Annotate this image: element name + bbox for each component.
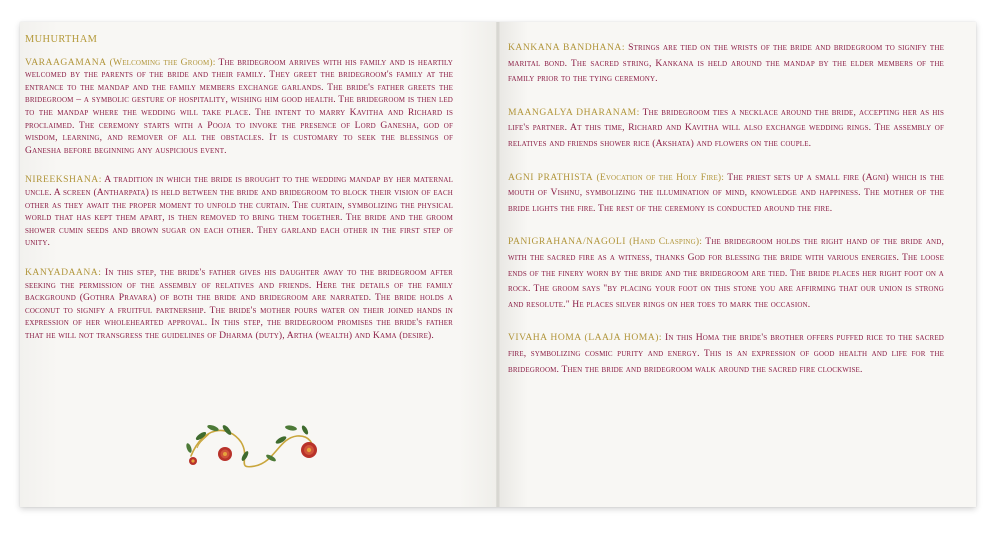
section-text: The bridegroom holds the right hand of the bride and, with the sacred fire as a witness, thanks God for blessing the bride with various energies. The loose ends of the finery worn by the bride and the bridegroom are tied. The bride places her right foot on a rock. The groom says "by placing your foot on this stone you are affirming that our union is strong and resolute." He places silver rings on her toes to mark the occasion. xyxy=(508,236,944,310)
section-text: Strings are tied on the wrists of the bride and bridegroom to signify the marital bond. The sacred string, Kankana is held around the mandap by the elder members of the family prior to the tying ceremony. xyxy=(508,42,944,85)
section-subtitle: (Hand Clasping): xyxy=(625,236,703,248)
section-text: The bridegroom arrives with his family and is heartily welcomed by the parents of the bride and their family. They greet the bridegroom's family at the entrance to the mandap and the family members exchange garlands. The bride's father greets the bridegroom – a symbolic gesture of hospitality, wishing him good health. The bridegroom is then led to the mandap where the wedding will take place. The intent to marry Kavitha and Richard is proclaimed. The ceremony starts with a Pooja to invoke the presence of Lord Ganesha, god of wisdom, learning, and remover of all the obstacles. It is customary to seek the blessings of Ganesha before beginning any auspicious event. xyxy=(25,56,453,156)
section-maangalya-dharanam xyxy=(508,105,944,152)
page-heading: MUHURTHAM xyxy=(25,34,98,45)
section-term: PANIGRAHANA/NAGOLI xyxy=(508,236,626,248)
section-term: KANKANA BANDHANA: xyxy=(508,42,626,53)
section-term: MAANGALYA DHARANAM: xyxy=(508,106,640,118)
section-vivaha-homa xyxy=(508,330,944,377)
section-text: In this step, the bride's father gives his daughter away to the bridegroom after seeking the permission of the assembly of relatives and friends. Here the details of the family background (Gothra Pravara) of both the bride and bridegroom are narrated. The bride holds a coconut to signify a fruitful partnership. The bride's mother pours water on their joined hands in expression of her wholehearted approval. In this step, the bridegroom promises the bride's father that he will not transgress the guidelines of Dharma (duty), Artha (wealth) and Kama (desire). xyxy=(25,266,453,341)
flower-icon xyxy=(301,442,317,458)
section-text: A tradition in which the bride is brought to the wedding mandap by her maternal uncle. A screen (Antharpata) is held between the bride and bridegroom to block their vision of each other as they await the proper moment to unfold the curtain. The curtain, symbolizing the physical world that has kept them apart, is then removed to bring them together. The bride and the groom shower cumin seeds and brown sugar on each other. They garland each other in the first step of unity. xyxy=(25,174,453,249)
section-kanyadaana xyxy=(25,267,453,343)
section-text: The bridegroom ties a necklace around the bride, accepting her as his life's partner. At this time, Richard and Kavitha will also exchange wedding rings. The assembly of relatives and friends shower rice (Akshata) and flowers on the couple. xyxy=(508,106,944,149)
section-panigrahana xyxy=(508,234,944,312)
page-fold xyxy=(496,22,500,507)
bud-icon xyxy=(189,457,197,465)
section-subtitle: (Welcoming the Groom): xyxy=(109,56,216,68)
section-varaagamana xyxy=(25,57,453,158)
section-nireekshana xyxy=(25,174,453,250)
section-agni-prathista xyxy=(508,170,944,217)
left-column xyxy=(25,34,453,359)
section-term: AGNI PRATHISTA xyxy=(508,171,594,183)
floral-vine-icon xyxy=(183,416,323,472)
section-term: VIVAHA HOMA (LAAJA HOMA): xyxy=(508,332,663,344)
section-term: KANYADAANA: xyxy=(25,266,102,278)
section-term: VARAAGAMANA xyxy=(25,56,107,68)
section-term: NIREEKSHANA: xyxy=(25,174,102,186)
flower-icon xyxy=(218,447,232,461)
section-subtitle: (Evocation of the Holy Fire): xyxy=(593,171,725,183)
section-text: The priest sets up a small fire (Agni) which is the mouth of Vishnu, symbolizing the illumination of mind, knowledge and happiness. The mother of the bride lights the fire. The rest of the ceremony is conducted around the fire. xyxy=(508,171,944,214)
section-text: In this Homa the bride's brother offers puffed rice to the sacred fire, symbolizing cosmic purity and energy. This is an expression of good health and life for the bridegroom. Then the bride and bridegroom walk around the sacred fire clockwise. xyxy=(508,332,944,375)
right-column xyxy=(508,40,944,395)
section-kankana-bandhana xyxy=(508,40,944,87)
